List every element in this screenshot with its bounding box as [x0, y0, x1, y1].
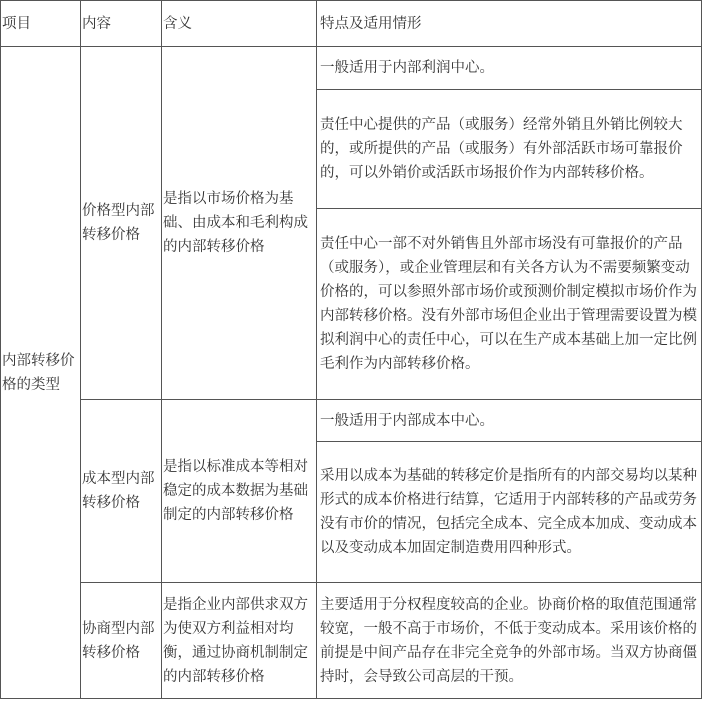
feature-text: 责任中心提供的产品（或服务）经常外销且外销比例较大的，或所提供的产品（或服务）有外部活跃市场可靠报价的，可以外销价或活跃市场报价作为内部转移价格。 [320, 117, 683, 181]
type-name-cell [81, 400, 162, 583]
header-meaning: 含义 [162, 1, 317, 47]
feature-cell [317, 442, 702, 583]
header-content: 内容 [81, 1, 162, 47]
type-name: 协商型内部转移价格 [82, 620, 155, 661]
type-name-cell [81, 583, 162, 699]
table-row [1, 583, 702, 699]
type-name: 价格型内部转移价格 [82, 203, 155, 243]
type-meaning-cell [162, 583, 317, 699]
feature-text: 一般适用于内部成本中心。 [320, 412, 494, 429]
category-label: 内部转移价格的类型 [2, 352, 75, 393]
header-row [1, 1, 702, 47]
type-name: 成本型内部转移价格 [82, 471, 155, 511]
feature-cell [317, 583, 702, 699]
header-features: 特点及适用情形 [317, 1, 702, 47]
feature-text: 一般适用于内部利润中心。 [320, 60, 494, 76]
feature-cell [317, 400, 702, 442]
feature-cell [317, 47, 702, 90]
table-row [1, 400, 702, 442]
type-meaning: 是指以标准成本等相对稳定的成本数据为基础制定的内部转移价格 [163, 459, 308, 523]
feature-text: 主要适用于分权程度较高的企业。协商价格的取值范围通常较宽，一般不高于市场价，不低于变动成本。采用该价格的前提是中间产品存在非完全竞争的外部市场。当双方协商僵持时，会导致公司高层的干预。 [320, 596, 697, 685]
feature-cell [317, 209, 702, 400]
feature-text: 责任中心一部不对外销售且外部市场没有可靠报价的产品（或服务），或企业管理层和有关各方认为不需要频繁变动价格的，可以参照外部市场价或预测价制定模拟市场价作为内部转移价格。没有外部市场但企业出于管理需要设置为模拟利润中心的责任中心，可以在生产成本基础上加一定比例毛利作为内部转移价格。 [320, 236, 697, 372]
feature-cell [317, 90, 702, 209]
type-meaning: 是指企业内部供求双方为使双方利益相对均衡，通过协商机制制定的内部转移价格 [163, 596, 308, 685]
type-meaning-cell [162, 47, 317, 400]
feature-text: 采用以成本为基础的转移定价是指所有的内部交易均以某种形式的成本价格进行结算，它适用于内部转移的产品或劳务没有市价的情况，包括完全成本、完全成本加成、变动成本以及变动成本加固定制造费用四种形式。 [320, 468, 697, 556]
table-row [1, 47, 702, 90]
header-item: 项目 [1, 1, 81, 47]
category-cell [1, 47, 81, 699]
type-meaning-cell [162, 400, 317, 583]
type-name-cell [81, 47, 162, 400]
type-meaning: 是指以市场价格为基础、由成本和毛利构成的内部转移价格 [163, 191, 308, 255]
